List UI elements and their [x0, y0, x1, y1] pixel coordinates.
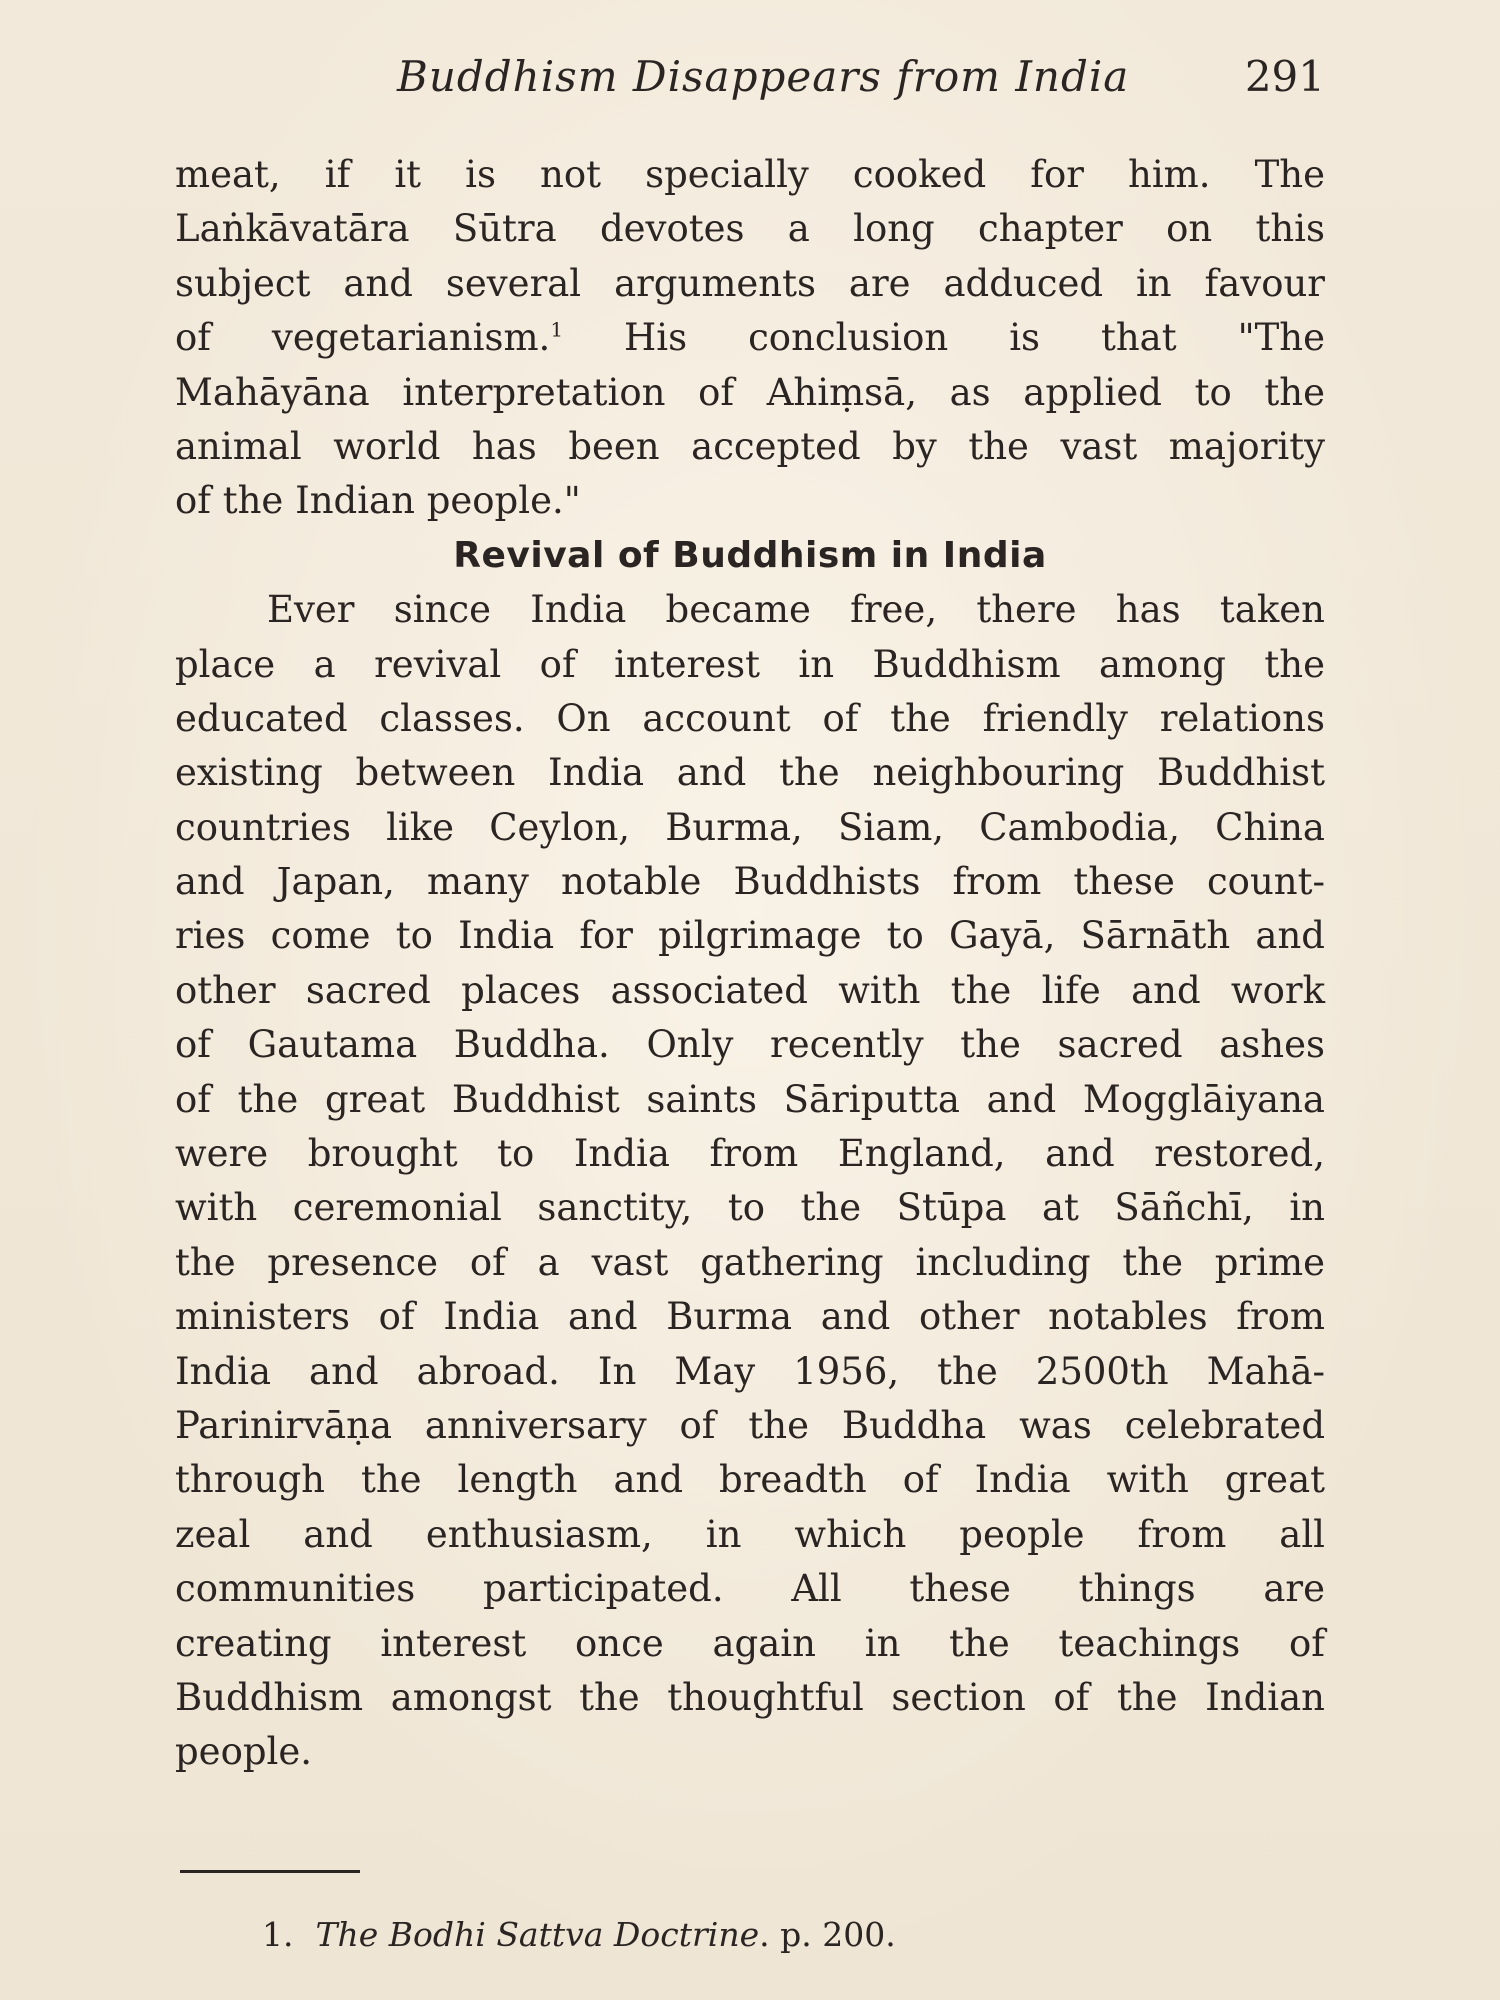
- body-text: [175, 148, 1325, 1780]
- paragraph2-line-13: the presence of a vast gathering including the prime: [175, 1240, 1325, 1284]
- paragraph2-line-1: Ever since India became free, there has taken: [267, 588, 1325, 632]
- paragraph2-line-20: creating interest once again in the teachings of: [175, 1621, 1325, 1665]
- paragraph2-line-21: Buddhism amongst the thoughtful section of the Indian: [175, 1675, 1325, 1719]
- paragraph2-line-16: Parinirvāṇa anniversary of the Buddha was celebrated: [175, 1403, 1325, 1447]
- footnote-reference: 1: [550, 317, 564, 342]
- paragraph1-line-3: subject and several arguments are adduced in favour: [175, 261, 1325, 305]
- paragraph1-line-2: Laṅkāvatāra Sūtra devotes a long chapter on this: [175, 207, 1325, 251]
- section-heading: Revival of Buddhism in India: [453, 534, 1047, 576]
- paragraph2-line-9: of Gautama Buddha. Only recently the sacred ashes: [175, 1023, 1325, 1067]
- paragraph2-line-22: people.: [175, 1730, 313, 1774]
- paragraph2-line-5: countries like Ceylon, Burma, Siam, Cambodia, China: [175, 805, 1325, 849]
- paragraph2-line-18: zeal and enthusiasm, in which people from all: [175, 1512, 1325, 1556]
- footnote-marker: 1.: [262, 1915, 294, 1954]
- paragraph1-line-4-head: of vegetarianism.: [175, 316, 551, 360]
- paragraph2-line-12: with ceremonial sanctity, to the Stūpa at Sāñchī, in: [175, 1186, 1325, 1230]
- paragraph1-line-4-tail: His conclusion is that "The: [624, 316, 1325, 360]
- paragraph2-line-4: existing between India and the neighbouring Buddhist: [175, 751, 1325, 795]
- page-number: 291: [1244, 52, 1325, 101]
- paragraph1-line-5: Mahāyāna interpretation of Ahiṃsā, as applied to the: [175, 370, 1325, 414]
- paragraph2-line-2: place a revival of interest in Buddhism among the: [175, 642, 1325, 686]
- paragraph2-line-19: communities participated. All these things are: [175, 1567, 1325, 1611]
- paragraph2-line-7: ries come to India for pilgrimage to Gayā, Sārnāth and: [175, 914, 1325, 958]
- paragraph2-line-6: and Japan, many notable Buddhists from these count-: [175, 860, 1325, 904]
- paragraph2-line-8: other sacred places associated with the life and work: [175, 968, 1325, 1012]
- footnote-rule: [180, 1870, 360, 1873]
- paragraph1-line-6: animal world has been accepted by the vast majority: [175, 424, 1325, 468]
- paragraph2-line-15: India and abroad. In May 1956, the 2500th Mahā-: [175, 1349, 1325, 1393]
- paragraph2-line-3: educated classes. On account of the friendly relations: [175, 696, 1325, 740]
- paragraph1-line-7: of the Indian people.": [175, 479, 581, 523]
- footnote-title: The Bodhi Sattva Doctrine: [315, 1915, 760, 1954]
- paragraph2-line-11: were brought to India from England, and restored,: [175, 1132, 1325, 1176]
- running-head: [175, 52, 1325, 112]
- footnote: [262, 1915, 896, 1954]
- paragraph2-line-10: of the great Buddhist saints Sāriputta and Mogglāiyana: [175, 1077, 1325, 1121]
- paragraph2-line-17: through the length and breadth of India with great: [175, 1458, 1325, 1502]
- paragraph1-line-1: meat, if it is not specially cooked for him. The: [175, 153, 1325, 196]
- footnote-page-ref: . p. 200.: [759, 1915, 896, 1954]
- paragraph1-line-4: [175, 311, 1325, 365]
- paragraph2-line-14: ministers of India and Burma and other notables from: [175, 1295, 1325, 1339]
- running-title: Buddhism Disappears from India: [397, 52, 1130, 101]
